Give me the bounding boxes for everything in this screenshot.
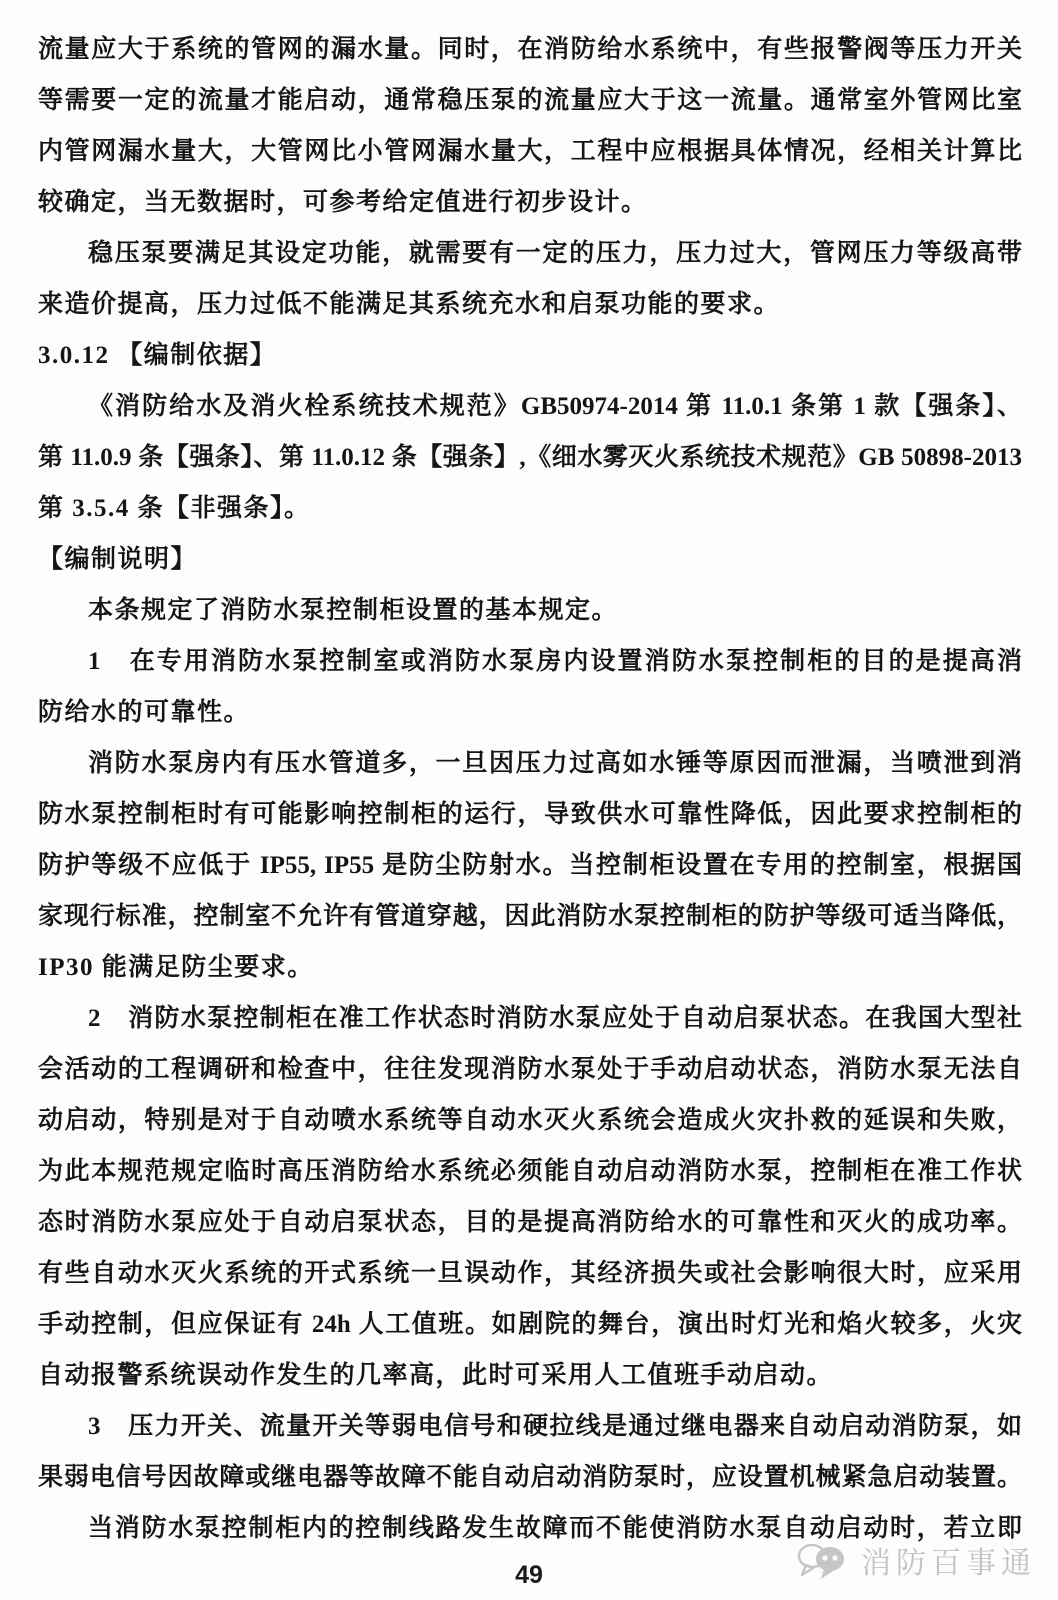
body-line: 有些自动水灭火系统的开式系统一旦误动作，其经济损失或社会影响很大时，应采用 [38,1260,1022,1287]
body-line: 防给水的可靠性。 [38,699,251,726]
body-line: IP30 能满足防尘要求。 [38,954,314,981]
numbered-item-line: 1 在专用消防水泵控制室或消防水泵房内设置消防水泵控制柜的目的是提高消 [88,648,1022,675]
body-line: 果弱电信号因故障或继电器等故障不能自动启动消防泵时，应设置机械紧急启动装置。 [38,1464,1022,1491]
numbered-item-line: 2 消防水泵控制柜在准工作状态时消防水泵应处于自动启泵状态。在我国大型社 [88,1005,1022,1032]
body-line: 本条规定了消防水泵控制柜设置的基本规定。 [88,597,619,624]
body-line: 为此本规范规定临时高压消防给水系统必须能自动启动消防水泵，控制柜在准工作状 [38,1158,1022,1185]
body-text [38,24,1022,1554]
body-line: 《消防给水及消火栓系统技术规范》GB50974-2014 第 11.0.1 条第 1 款【强条】、 [88,393,1022,420]
body-line: 会活动的工程调研和检查中，往往发现消防水泵处于手动启动状态，消防水泵无法自 [38,1056,1022,1083]
body-line: 态时消防水泵应处于自动启泵状态，目的是提高消防给水的可靠性和灭火的成功率。 [38,1209,1022,1236]
body-line: 稳压泵要满足其设定功能，就需要有一定的压力，压力过大，管网压力等级高带 [88,240,1022,267]
body-line: 消防水泵房内有压水管道多，一旦因压力过高如水锤等原因而泄漏，当喷泄到消 [88,750,1022,777]
body-line: 防护等级不应低于 IP55, IP55 是防尘防射水。当控制柜设置在专用的控制室，根据国 [38,852,1022,879]
body-line: 较确定，当无数据时，可参考给定值进行初步设计。 [38,189,648,216]
section-heading: 3.0.12 【编制依据】 [38,342,277,369]
body-line: 第 11.0.9 条【强条】、第 11.0.12 条【强条】,《细水雾灭火系统技术规范》GB 50898-2013 [38,444,1022,471]
watermark-text: 消防百事通 [861,1547,1036,1580]
page-number: 49 [515,1561,543,1589]
body-line: 手动控制，但应保证有 24h 人工值班。如剧院的舞台，演出时灯光和焰火较多，火灾 [38,1311,1022,1338]
body-line: 第 3.5.4 条【非强条】。 [38,495,311,522]
body-line: 内管网漏水量大，大管网比小管网漏水量大，工程中应根据具体情况，经相关计算比 [38,138,1022,165]
body-line: 来造价提高，压力过低不能满足其系统充水和启泵功能的要求。 [38,291,781,318]
numbered-item-line: 3 压力开关、流量开关等弱电信号和硬拉线是通过继电器来自动启动消防泵，如 [88,1413,1022,1440]
body-line: 家现行标准，控制室不允许有管道穿越，因此消防水泵控制柜的防护等级可适当降低， [38,903,1022,930]
body-line: 动启动，特别是对于自动喷水系统等自动水灭火系统会造成火灾扑救的延误和失败， [38,1107,1022,1134]
section-heading: 【编制说明】 [38,546,198,573]
body-line: 自动报警系统误动作发生的几率高，此时可采用人工值班手动启动。 [38,1362,834,1389]
body-line: 防水泵控制柜时有可能影响控制柜的运行，导致供水可靠性降低，因此要求控制柜的 [38,801,1022,828]
body-line: 当消防水泵控制柜内的控制线路发生故障而不能使消防水泵自动启动时，若立即 [88,1515,1022,1542]
body-line: 等需要一定的流量才能启动，通常稳压泵的流量应大于这一流量。通常室外管网比室 [38,87,1022,114]
body-line: 流量应大于系统的管网的漏水量。同时，在消防给水系统中，有些报警阀等压力开关 [38,36,1022,63]
